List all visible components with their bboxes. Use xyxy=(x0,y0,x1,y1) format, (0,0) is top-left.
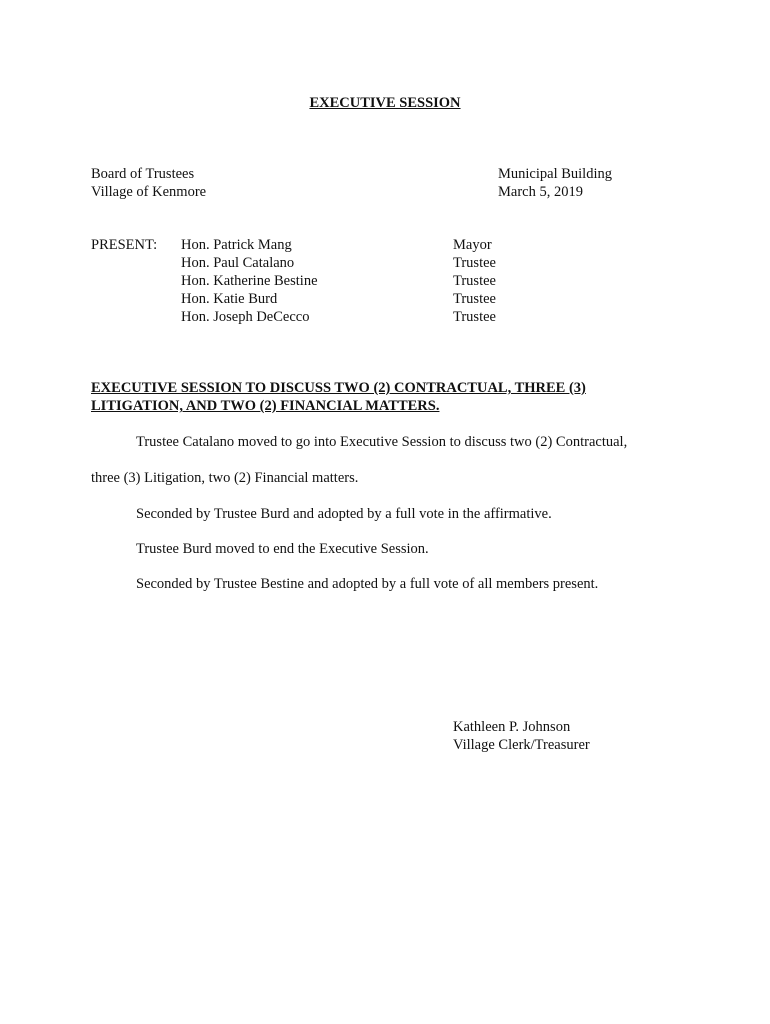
signatory-title: Village Clerk/Treasurer xyxy=(453,737,590,753)
member-title: Trustee xyxy=(453,309,496,325)
present-label: PRESENT: xyxy=(91,237,158,253)
section-heading-line2-text: LITIGATION, AND TWO (2) FINANCIAL MATTERS. xyxy=(91,398,440,414)
member-name: Hon. Katherine Bestine xyxy=(181,273,318,289)
signatory-name: Kathleen P. Johnson xyxy=(453,719,571,735)
present-titles-list xyxy=(453,236,496,326)
section-heading-line2 xyxy=(91,397,634,415)
member-title: Trustee xyxy=(453,273,496,289)
end-second-paragraph: Seconded by Trustee Bestine and adopted by a full vote of all members present. xyxy=(136,576,599,592)
member-name: Hon. Patrick Mang xyxy=(181,237,292,253)
signature-block xyxy=(453,718,590,754)
end-motion-paragraph: Trustee Burd moved to end the Executive Session. xyxy=(136,541,429,557)
member-title: Mayor xyxy=(453,237,492,253)
member-title: Trustee xyxy=(453,291,496,307)
meeting-date: March 5, 2019 xyxy=(498,184,583,200)
header-right xyxy=(498,165,612,201)
section-heading-line1: EXECUTIVE SESSION TO DISCUSS TWO (2) CONTRACTUAL, THREE (3) xyxy=(91,380,586,396)
present-names-list xyxy=(181,236,318,326)
motion-paragraph-line1: Trustee Catalano moved to go into Executive Session to discuss two (2) Contractual, xyxy=(136,434,628,450)
section-heading xyxy=(91,379,691,415)
member-title: Trustee xyxy=(453,255,496,271)
second-paragraph: Seconded by Trustee Burd and adopted by a full vote in the affirmative. xyxy=(136,506,552,522)
meeting-location: Municipal Building xyxy=(498,166,612,182)
board-name: Board of Trustees xyxy=(91,166,195,182)
member-name: Hon. Paul Catalano xyxy=(181,255,295,271)
header-left xyxy=(91,165,206,201)
document-title: EXECUTIVE SESSION xyxy=(309,95,461,111)
member-name: Hon. Katie Burd xyxy=(181,291,278,307)
village-name: Village of Kenmore xyxy=(91,184,207,200)
member-name: Hon. Joseph DeCecco xyxy=(181,309,310,325)
motion-paragraph-line2: three (3) Litigation, two (2) Financial matters. xyxy=(91,470,359,486)
